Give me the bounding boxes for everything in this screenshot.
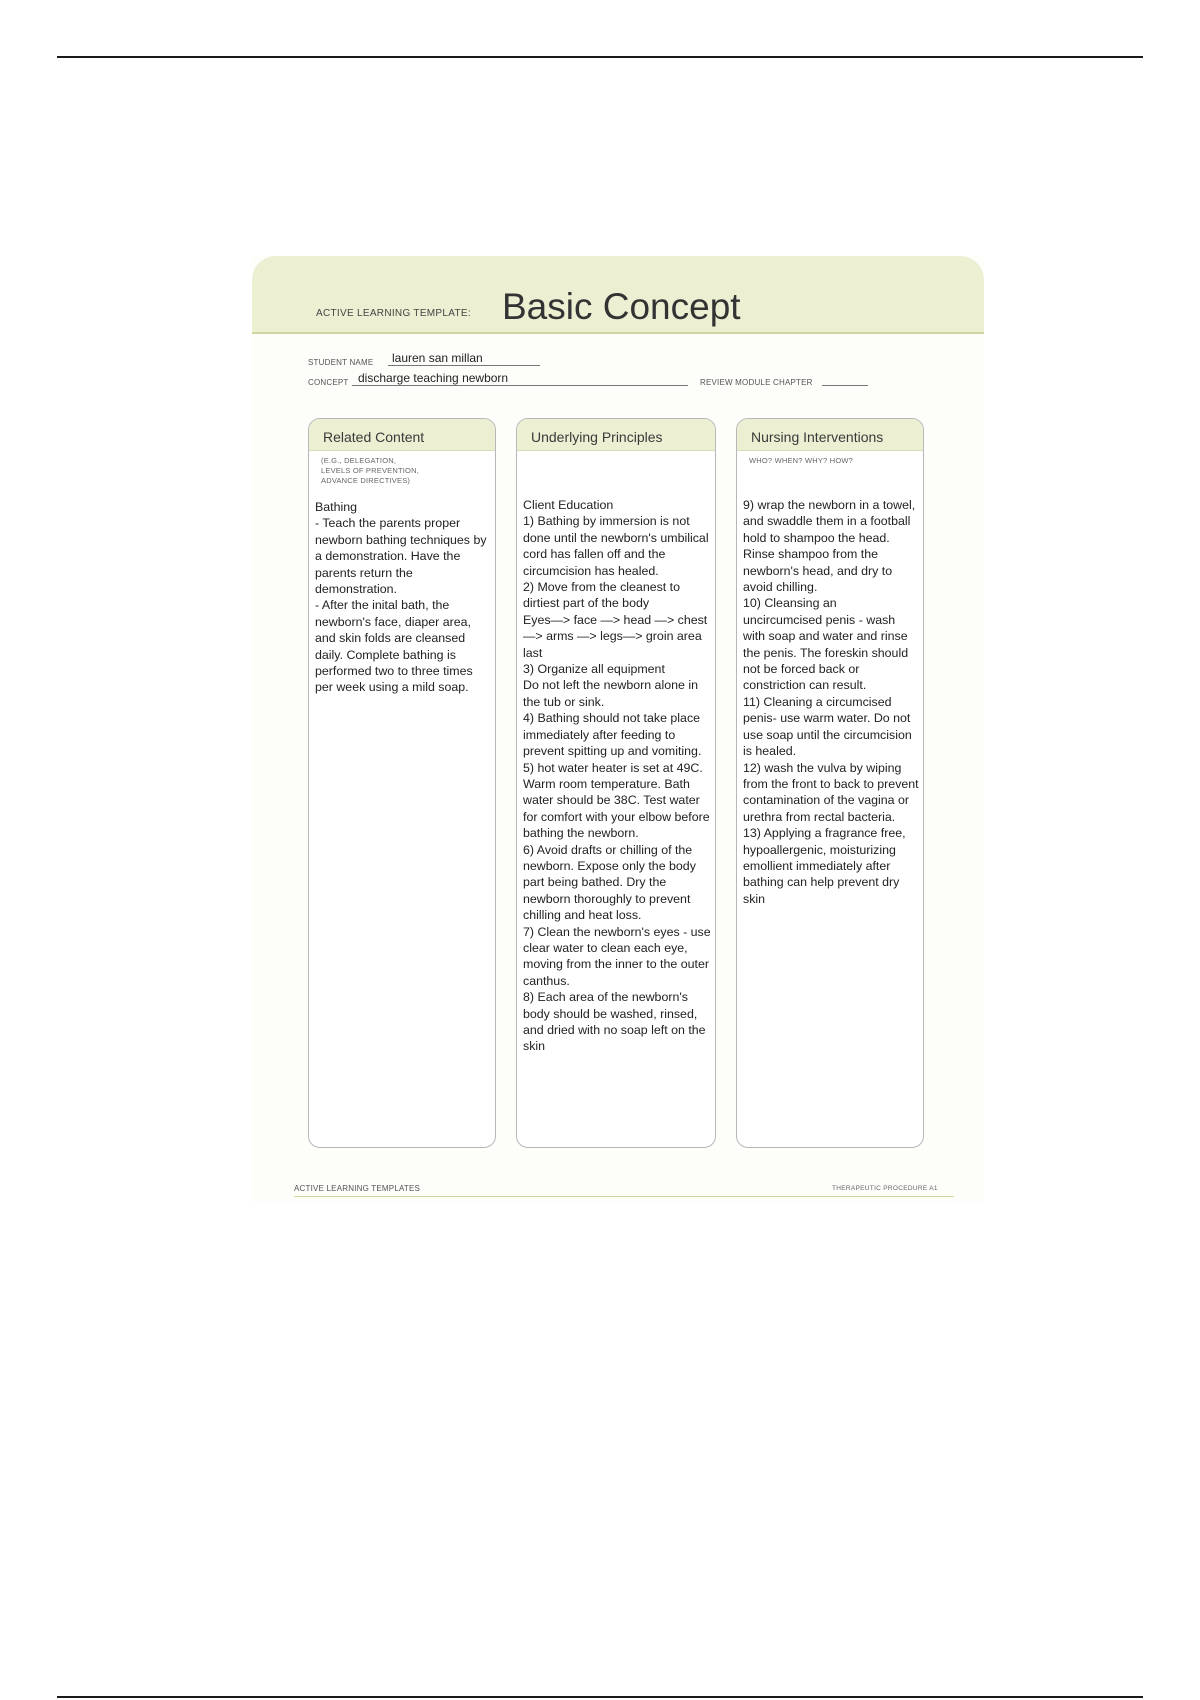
- template-sheet: [252, 256, 984, 1202]
- footer-right-label: THERAPEUTIC PROCEDURE A1: [832, 1185, 938, 1192]
- concept-value: discharge teaching newborn: [358, 371, 509, 385]
- related-content-box: [308, 418, 496, 1148]
- footer-left-label: ACTIVE LEARNING TEMPLATES: [294, 1184, 421, 1193]
- related-content-heading: Related Content: [309, 419, 495, 451]
- footer-rule: [294, 1196, 954, 1197]
- page-title: Basic Concept: [502, 286, 741, 327]
- concept-label: CONCEPT: [308, 378, 349, 387]
- student-name-value: lauren san millan: [392, 351, 483, 365]
- template-label: ACTIVE LEARNING TEMPLATE:: [316, 308, 471, 319]
- underlying-principles-heading: Underlying Principles: [517, 419, 715, 451]
- student-name-label: STUDENT NAME: [308, 358, 374, 367]
- nursing-interventions-heading: Nursing Interventions: [737, 419, 923, 451]
- nursing-interventions-box: [736, 418, 924, 1148]
- page-top-rule: [57, 56, 1143, 58]
- underlying-principles-box: [516, 418, 716, 1148]
- related-content-hint: (E.G., DELEGATION, LEVELS OF PREVENTION, ADVANCE DIRECTIVES): [321, 456, 419, 485]
- review-module-label: REVIEW MODULE CHAPTER: [700, 378, 813, 387]
- nursing-interventions-hint: WHO? WHEN? WHY? HOW?: [749, 456, 854, 465]
- nursing-interventions-text: 9) wrap the newborn in a towel, and swaddle them in a football hold to shampoo the head. Rinse shampoo from the newborn's head, and dry to avoid chilling. 10) Cleansing an uncircumcised penis - wash with soap and water and rinse the penis. The foreskin should not be forced back or constriction can result. 11) Cleaning a circumcised penis- use warm water. Do not use soap until the circumcision is healed. 12) wash the vulva by wiping from the front to back to prevent contamination of the vagina or urethra from rectal bacteria. 13) Applying a fragrance free, hypoallergenic, moisturizing emollient immediately after bathing can help prevent dry skin: [743, 498, 919, 906]
- page-bottom-rule: [57, 1696, 1143, 1698]
- underlying-principles-text: Client Education 1) Bathing by immersion is not done until the newborn's umbilical cord has fallen off and the circumcision has healed. 2) Move from the cleanest to dirtiest part of the body Eyes—> face —> head —> chest —> arms —> legs—> groin area last 3) Organize all equipment Do not left the newborn alone in the tub or sink. 4) Bathing should not take place immediately after feeding to prevent spitting up and vomiting. 5) hot water heater is set at 49C. Warm room temperature. Bath water should be 38C. Test water for comfort with your elbow before bathing the newborn. 6) Avoid drafts or chilling of the newborn. Expose only the body part being bathed. Dry the newborn thoroughly to prevent chilling and heat loss. 7) Clean the newborn's eyes - use clear water to clean each eye, moving from the inner to the outer canthus. 8) Each area of the newborn's body should be washed, rinsed, and dried with no soap left on the skin: [523, 498, 711, 1054]
- review-module-line: [822, 372, 868, 386]
- related-content-text: Bathing - Teach the parents proper newborn bathing techniques by a demonstration. Have the parents return the demonstration. - After the inital bath, the newborn's face, diaper area, and skin folds are cleansed daily. Complete bathing is performed two to three times per week using a mild soap.: [315, 500, 487, 695]
